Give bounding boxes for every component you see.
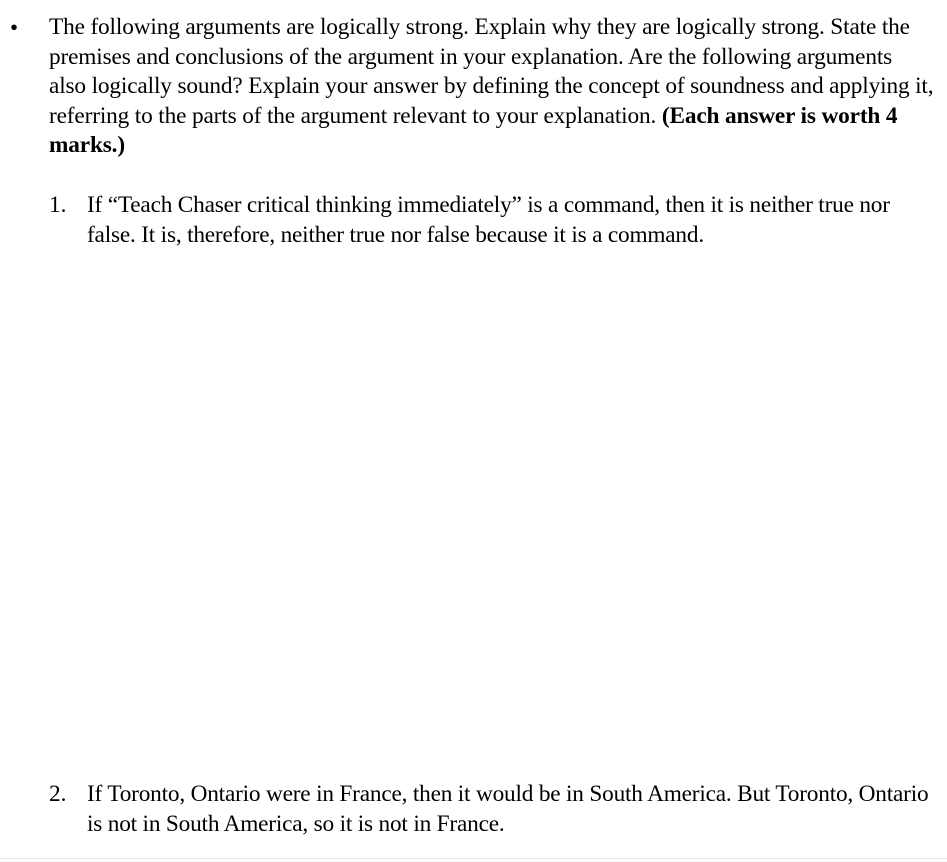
question-number: 1. [49,192,67,218]
page-bottom-divider [0,858,947,859]
instruction-text: The following arguments are logically strong. Explain why they are logically strong. State the premises and conclusions of the argument in your explanation. Are the following arguments also logically sound? Explain your answer by defining the concept of soundness and applying it, referring to the parts of the argument relevant to your explanation. [49,14,934,129]
question-number: 2. [49,781,67,807]
marks-note: (Each answer is worth 4 marks.) [49,102,898,158]
question-text: If “Teach Chaser critical thinking immediately” is a command, then it is neither true nor false. It is, therefore, neither true nor false because it is a command. [87,192,890,248]
question-text: If Toronto, Ontario were in France, then it would be in South America. But Toronto, Ontario is not in South America, so it is not in France. [87,781,929,837]
bullet-icon: • [10,15,19,40]
instruction-paragraph [49,13,934,161]
